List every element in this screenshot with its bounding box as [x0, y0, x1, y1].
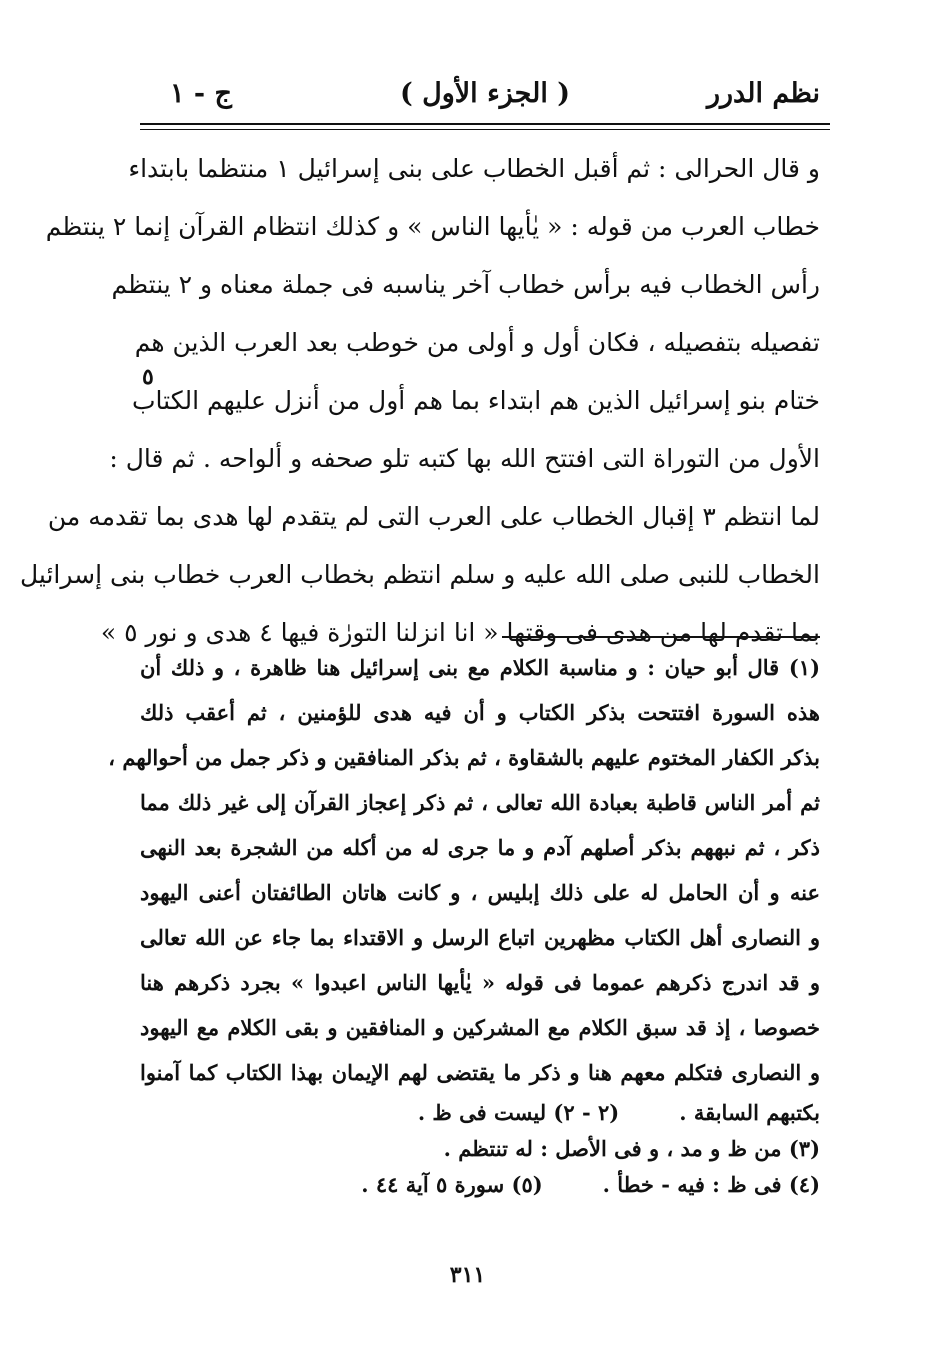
text-line: رأس الخطاب فيه برأس خطاب آخر يناسبه فى جملة معناه و ٢ ينتظم [111, 270, 820, 299]
footnote-line: عنه و أن الحامل له على ذلك إبليس ، و كانت هاتان الطائفتان أعنى اليهود [140, 880, 820, 905]
footnote-line: و النصارى فتكلم معهم هنا و ذكر ما يقتضى لهم الإيمان بهذا الكتاب كما آمنوا [140, 1060, 820, 1085]
text-line: ختام بنو إسرائيل الذين هم ابتداء بما هم أول من أنزل عليهم الكتاب [132, 386, 820, 415]
footnote-1-end: بكتبهم السابقة . [679, 1100, 820, 1125]
text-line: و قال الحرالى : ثم أقبل الخطاب على بنى إسرائيل ١ منتظما بابتداء [128, 154, 820, 183]
text-line: بما تقدم لها من هدى فى وقتها « انا انزلنا التورٰة فيها ٤ هدى و نور ٥ » [100, 618, 820, 647]
footnote-line: (١) قال أبو حيان : و مناسبة الكلام مع بنى إسرائيل هنا ظاهرة ، و ذلك أن [140, 655, 820, 680]
text-line: الخطاب للنبى صلى الله عليه و سلم انتظم بخطاب العرب خطاب بنى إسرائيل [19, 560, 820, 589]
footnote-line [140, 1167, 820, 1203]
header-rule-thin [140, 129, 830, 130]
footnote-line: و النصارى أهل الكتاب مظهرين اتباع الرسل و الاقتداء بما جاء عن الله تعالى [140, 925, 820, 950]
main-text [19, 140, 820, 662]
text-line: الأول من التوراة التى افتتح الله بها كتبه تلو صحفه و ألواحه . ثم قال : [109, 444, 820, 473]
footnote-2: (٢ - ٢) ليست فى ظ . [417, 1100, 620, 1125]
footnote-line: ثم أمر الناس قاطبة بعبادة الله تعالى ، ثم ذكر إعجاز القرآن إلى غير ذلك مما [140, 790, 820, 815]
running-header [150, 74, 820, 114]
volume-label: ج - ١ [170, 78, 232, 109]
header-rule [140, 123, 830, 125]
book-title: نظم الدرر [706, 78, 820, 109]
footnote-5: (٥) سورة ٥ آية ٤٤ . [361, 1172, 543, 1197]
footnote-line: بذكر الكفار المختوم عليهم بالشقاوة ، ثم بذكر المنافقين و ذكر جمل من أحوالهم ، [108, 745, 820, 770]
page-number: ٣١١ [449, 1262, 486, 1288]
footnote-4: (٤) فى ظ : فيه - خطأ . [602, 1172, 820, 1197]
footnote-line: ذكر ، ثم نبههم بذكر أصلهم آدم و ما جرى له من أكله من الشجرة بعد النهى [140, 835, 820, 860]
footnote-rule [502, 636, 820, 638]
text-line: لما انتظم ٣ إقبال الخطاب على العرب التى لم يتقدم لها هدى بما تقدمه من [47, 502, 820, 531]
footnote-line: هذه السورة افتتحت بذكر الكتاب و أن فيه هدى للؤمنين ، ثم أعقب ذلك [140, 700, 820, 725]
text-line: خطاب العرب من قوله : « يٰأيها الناس » و كذلك انتظام القرآن إنما ٢ ينتظم [45, 212, 820, 241]
footnote-line: خصوصا ، إذ قد سبق الكلام مع المشركين و المنافقين و بقى الكلام مع اليهود [140, 1015, 820, 1040]
footnote-line: و قد اندرج ذكرهم عموما فى قوله « يٰأيها الناس اعبدوا » بجرد ذكرهم هنا [140, 970, 820, 995]
part-title: ( الجزء الأول ) [399, 78, 570, 109]
line-number-marker: ٥ [142, 364, 154, 390]
footnote-line [140, 1095, 820, 1131]
footnotes [108, 645, 820, 1203]
footnote-3: (٣) من ظ و مد ، و فى الأصل : له تنتظم . [443, 1136, 820, 1161]
text-line: تفصيله بتفصيله ، فكان أول و أولى من خوطب بعد العرب الذين هم [134, 328, 820, 357]
